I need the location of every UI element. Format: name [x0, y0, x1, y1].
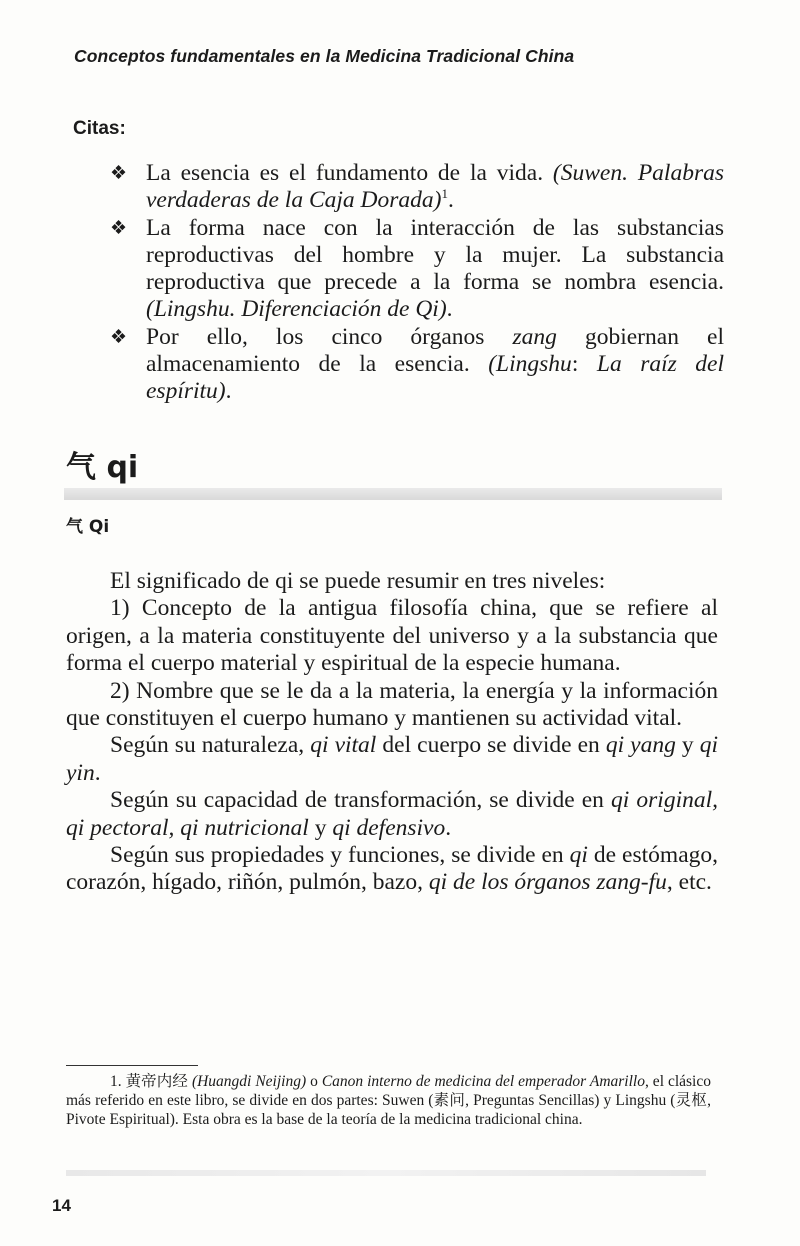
citations-list — [108, 160, 724, 406]
italic-term: qi original, qi pectoral, qi nutricional — [66, 787, 718, 841]
citation-text: Por ello, los cinco órganos — [146, 324, 513, 350]
citation-source: (Lingshu. Diferenciación de Qi) — [146, 296, 447, 322]
text-run: , el clásico más referido en este libro, se divide en dos partes: Suwen (素问, Preguntas Sencillas) y Lingshu (灵枢, Pivote Espiritual). Esta obra es la base de la teoría de la medicina tradicional china. — [66, 1073, 711, 1128]
running-header: Conceptos fundamentales en la Medicina Tradicional China — [74, 46, 575, 66]
text-run: 黄帝内经 — [121, 1073, 192, 1090]
text-run: , etc. — [666, 869, 712, 896]
paragraph: 2) Nombre que se le da a la materia, la energía y la información que constituyen el cuerpo humano y mantienen su actividad vital. — [66, 677, 718, 732]
citation-source-separator: : — [571, 351, 597, 377]
italic-term: qi yang — [605, 732, 676, 759]
italic-term: qi vital — [310, 732, 377, 759]
citation-item — [108, 215, 724, 323]
citation-item — [108, 160, 724, 214]
italic-term: Canon interno de medicina del emperador Amarillo — [321, 1073, 645, 1090]
text-run: de estómago, corazón, hígado, riñón, pulmón, bazo, — [66, 842, 718, 896]
text-run: Según su naturaleza, — [110, 732, 311, 759]
footnote-ref: 1 — [441, 186, 448, 202]
italic-term: qi yin — [66, 732, 719, 786]
footnote-number: 1. — [110, 1073, 122, 1090]
paragraph: 1) Concepto de la antigua filosofía china, que se refiere al origen, a la materia constituyente del universo y a la substancia que forma el cuerpo material y espiritual de la especie humana. — [66, 595, 718, 677]
italic-term: (Huangdi Neijing) — [191, 1073, 307, 1090]
citation-end: . — [447, 187, 454, 213]
text-run: . — [94, 759, 101, 786]
text-run: del cuerpo se divide en — [376, 732, 606, 759]
italic-term: qi defensivo — [332, 814, 446, 841]
citation-text: La forma nace con la interacción de las substancias reproductivas del hombre y la mujer. La substancia reproductiva que precede a la forma se nombra esencia. — [146, 215, 724, 295]
diamond-fleuron-icon: ❖ — [110, 327, 128, 348]
text-run: y — [675, 732, 700, 759]
citation-source: (Lingshu — [488, 351, 572, 377]
section-title — [66, 442, 138, 486]
citation-text: La esencia es el fundamento de la vida. — [146, 160, 553, 186]
section-title-char: 气 — [66, 450, 96, 485]
diamond-fleuron-icon: ❖ — [110, 218, 128, 239]
paragraph — [66, 732, 718, 787]
citation-end: . — [225, 378, 232, 404]
paragraph — [66, 842, 718, 897]
citation-source: (Suwen. Palabras verdaderas de la Caja Dorada) — [146, 160, 724, 213]
citation-term: zang — [512, 324, 557, 350]
body-text — [66, 568, 718, 897]
citation-source: La raíz del espíritu) — [146, 351, 725, 404]
scan-smudge — [66, 1170, 706, 1176]
text-run: y — [308, 814, 333, 841]
section-divider — [64, 488, 722, 500]
citations-heading: Citas: — [73, 118, 126, 139]
italic-term: qi de los órganos zang-fu — [428, 869, 667, 896]
footnote — [66, 1072, 711, 1129]
diamond-fleuron-icon: ❖ — [110, 163, 128, 184]
text-run: Según sus propiedades y funciones, se divide en — [110, 842, 570, 869]
paragraph — [66, 787, 718, 842]
citation-text: gobiernan el almacenamiento de la esencia. — [146, 324, 724, 377]
section-title-word: qi — [106, 450, 139, 485]
text-run: . — [445, 814, 452, 841]
citation-item — [108, 324, 724, 405]
subsection-title-word: Qi — [88, 517, 110, 537]
subsection-title — [66, 512, 109, 537]
page-number: 14 — [52, 1196, 71, 1215]
citation-end: . — [446, 296, 453, 322]
footnote-divider — [66, 1065, 198, 1066]
subsection-title-char: 气 — [66, 517, 83, 537]
text-run: o — [306, 1073, 322, 1090]
italic-term: qi — [569, 842, 588, 869]
paragraph: El significado de qi se puede resumir en tres niveles: — [110, 568, 606, 594]
text-run: Según su capacidad de transformación, se divide en — [110, 787, 612, 814]
